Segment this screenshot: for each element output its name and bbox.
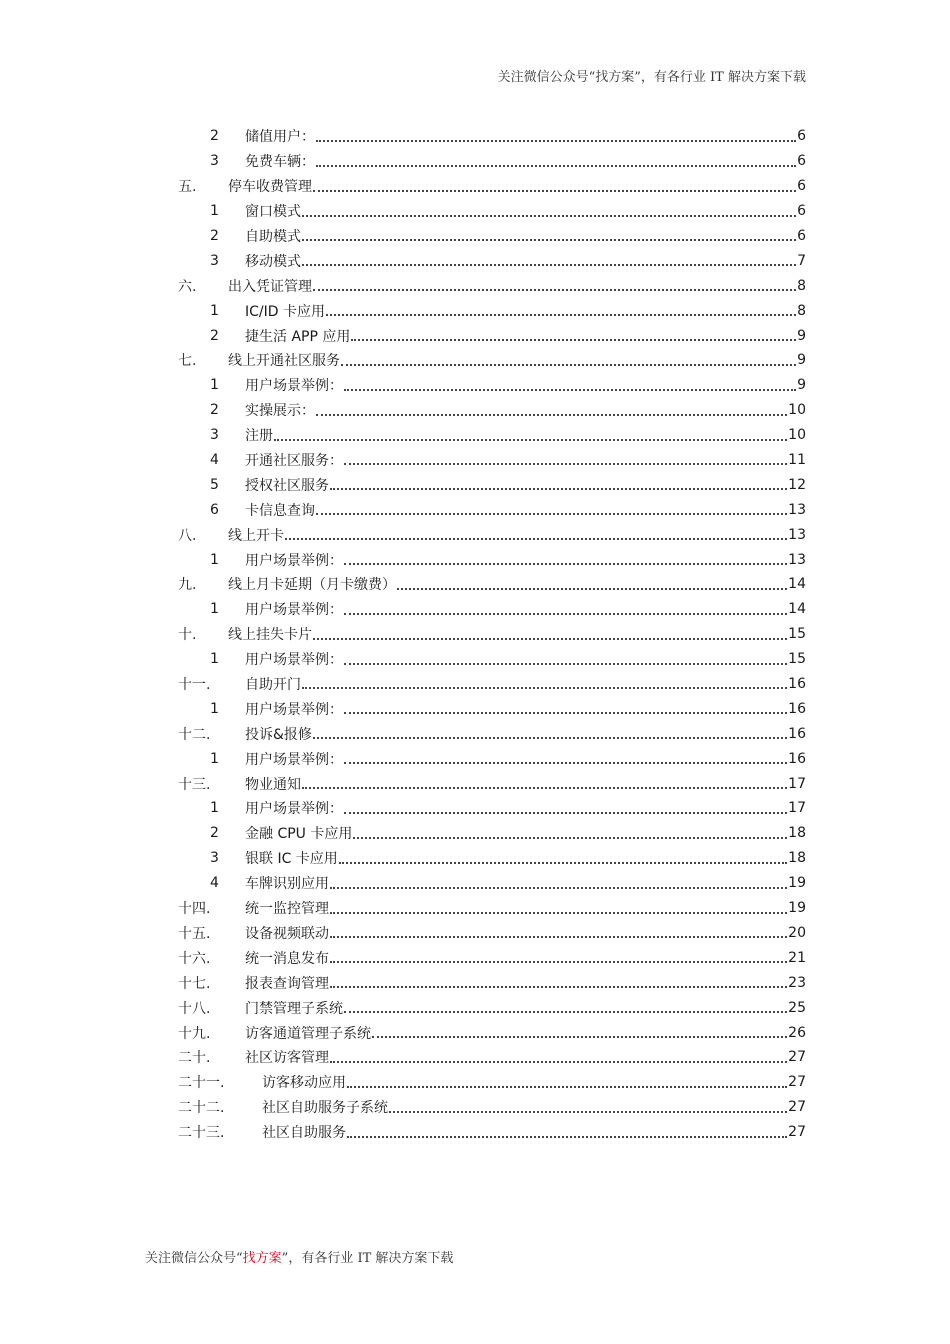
toc-dot-leader — [344, 563, 787, 565]
toc-entry-number: 1 — [210, 750, 219, 767]
toc-entry-number: 九. — [178, 577, 197, 594]
toc-entry-title: 用户场景举例： — [245, 602, 343, 619]
toc-entry[interactable] — [178, 647, 806, 672]
toc-entry-title: 用户场景举例： — [245, 552, 343, 569]
toc-dot-leader — [341, 364, 796, 366]
toc-dot-leader — [330, 986, 787, 988]
toc-entry-number: 十三. — [178, 776, 211, 793]
toc-entry-title: 统一消息发布 — [245, 950, 329, 967]
toc-entry-page: 6 — [797, 153, 806, 170]
toc-entry-number: 2 — [210, 128, 219, 145]
toc-dot-leader — [397, 588, 787, 590]
toc-dot-leader — [302, 787, 787, 789]
toc-entry-page: 27 — [788, 1124, 806, 1141]
toc-entry-number: 十二. — [178, 726, 211, 743]
toc-dot-leader — [313, 737, 787, 739]
toc-entry-title: 报表查询管理 — [245, 975, 329, 992]
toc-entry[interactable] — [178, 522, 806, 547]
footer-suffix: ”，有各行业 IT 解决方案下载 — [281, 1251, 454, 1266]
toc-entry-page: 13 — [788, 501, 806, 518]
toc-dot-leader — [344, 1011, 787, 1013]
toc-entry-title: 门禁管理子系统 — [245, 1000, 343, 1017]
toc-dot-leader — [330, 1061, 787, 1063]
toc-entry-title: 用户场景举例： — [245, 801, 343, 818]
toc-entry-title: 设备视频联动 — [245, 925, 329, 942]
toc-entry-title: 自助模式 — [245, 229, 301, 245]
toc-entry-page: 27 — [788, 1049, 806, 1066]
toc-entry[interactable] — [178, 995, 806, 1020]
toc-entry-number: 十七. — [178, 975, 211, 992]
toc-entry-title: 访客通道管理子系统 — [245, 1025, 371, 1042]
toc-entry-title: 注册 — [245, 428, 273, 445]
toc-entry[interactable] — [178, 298, 806, 323]
table-of-contents — [178, 124, 806, 1145]
toc-dot-leader — [372, 1036, 787, 1038]
toc-entry-number: 6 — [210, 501, 219, 518]
toc-entry-title: 银联 IC 卡应用 — [245, 851, 338, 868]
toc-entry-page: 21 — [788, 949, 806, 966]
toc-entry-title: 授权社区服务 — [245, 477, 329, 494]
toc-entry-number: 2 — [210, 327, 219, 344]
toc-entry-page: 23 — [788, 974, 806, 991]
toc-entry-number: 十六. — [178, 950, 211, 967]
toc-entry[interactable] — [178, 373, 806, 398]
toc-entry[interactable] — [178, 398, 806, 423]
toc-entry-title: 用户场景举例： — [245, 652, 343, 669]
toc-entry-title: 移动模式 — [245, 253, 301, 270]
toc-dot-leader — [353, 837, 787, 839]
toc-entry-page: 9 — [797, 327, 806, 344]
toc-entry[interactable] — [178, 672, 806, 697]
toc-entry-number: 1 — [210, 203, 219, 220]
toc-entry-number: 十一. — [178, 677, 211, 694]
toc-entry-number: 七. — [178, 353, 197, 370]
toc-entry[interactable] — [178, 572, 806, 597]
toc-entry-number: 5 — [210, 476, 219, 493]
toc-entry-page: 27 — [788, 1074, 806, 1091]
toc-entry[interactable] — [178, 1120, 806, 1145]
toc-dot-leader — [330, 936, 787, 938]
toc-entry-title: 实操展示： — [245, 403, 315, 420]
toc-dot-leader — [316, 165, 796, 167]
toc-entry-number: 二十. — [178, 1050, 211, 1067]
toc-entry-page: 27 — [788, 1099, 806, 1116]
toc-entry-title: 用户场景举例： — [245, 701, 343, 718]
toc-entry-page: 12 — [788, 476, 806, 493]
toc-entry-title: 金融 CPU 卡应用 — [245, 826, 353, 843]
toc-entry-title: 用户场景举例： — [245, 751, 343, 768]
toc-entry[interactable] — [178, 348, 806, 373]
toc-entry-title: 线上开通社区服务 — [228, 353, 340, 370]
toc-dot-leader — [347, 1136, 787, 1138]
toc-entry-number: 十八. — [178, 1000, 211, 1017]
toc-entry[interactable] — [178, 871, 806, 896]
toc-entry-page: 20 — [788, 924, 806, 941]
toc-entry-title: 访客移动应用 — [262, 1075, 346, 1092]
toc-entry-title: 物业通知 — [245, 776, 301, 793]
toc-entry-page: 16 — [788, 725, 806, 742]
toc-entry-page: 13 — [788, 526, 806, 543]
toc-entry-number: 二十三. — [178, 1125, 225, 1142]
toc-dot-leader — [316, 414, 787, 416]
toc-entry-title: 储值用户： — [245, 129, 315, 146]
toc-dot-leader — [330, 887, 787, 889]
toc-entry-number: 3 — [210, 153, 219, 170]
toc-entry-title: 卡信息查询 — [245, 502, 315, 519]
toc-entry-title: 社区自助服务子系统 — [262, 1100, 388, 1117]
toc-entry-number: 1 — [210, 651, 219, 668]
toc-entry-number: 1 — [210, 800, 219, 817]
toc-dot-leader — [344, 463, 787, 465]
toc-entry-page: 11 — [788, 452, 806, 469]
toc-entry-title: 自助开门 — [245, 677, 301, 694]
toc-entry-title: 捷生活 APP 应用 — [245, 328, 351, 345]
toc-entry[interactable] — [178, 497, 806, 522]
toc-entry-page: 7 — [797, 252, 806, 269]
toc-entry-number: 3 — [210, 427, 219, 444]
toc-dot-leader — [330, 961, 787, 963]
footer-highlight: 找方案 — [242, 1251, 282, 1266]
toc-entry[interactable] — [178, 721, 806, 746]
toc-entry[interactable] — [178, 821, 806, 846]
toc-entry[interactable] — [178, 1020, 806, 1045]
toc-entry[interactable] — [178, 174, 806, 199]
toc-entry[interactable] — [178, 423, 806, 448]
toc-entry-page: 6 — [797, 178, 806, 195]
toc-entry-number: 十. — [178, 627, 197, 644]
toc-dot-leader — [339, 862, 787, 864]
toc-entry-number: 4 — [210, 875, 219, 892]
toc-entry-number: 五. — [178, 179, 197, 196]
toc-entry[interactable] — [178, 597, 806, 622]
toc-dot-leader — [316, 513, 787, 515]
toc-entry-number: 六. — [178, 278, 197, 295]
toc-entry-page: 17 — [788, 800, 806, 817]
toc-entry-page: 8 — [797, 277, 806, 294]
toc-entry[interactable] — [178, 124, 806, 149]
toc-dot-leader — [316, 140, 796, 142]
toc-dot-leader — [302, 239, 796, 241]
toc-dot-leader — [344, 613, 787, 615]
toc-entry-page: 15 — [788, 651, 806, 668]
toc-entry-page: 16 — [788, 750, 806, 767]
toc-entry-title: 线上挂失卡片 — [228, 627, 312, 644]
toc-entry-number: 1 — [210, 551, 219, 568]
toc-dot-leader — [347, 1086, 787, 1088]
toc-dot-leader — [313, 289, 796, 291]
toc-entry[interactable] — [178, 547, 806, 572]
toc-entry-title: 停车收费管理 — [228, 179, 312, 196]
toc-entry-title: 社区访客管理 — [245, 1050, 329, 1067]
toc-entry-page: 13 — [788, 551, 806, 568]
toc-entry[interactable] — [178, 248, 806, 273]
toc-entry[interactable] — [178, 323, 806, 348]
toc-entry[interactable] — [178, 273, 806, 298]
toc-entry-number: 1 — [210, 700, 219, 717]
footer-prefix: 关注微信公众号“ — [145, 1251, 243, 1266]
toc-entry[interactable] — [178, 796, 806, 821]
toc-entry-page: 18 — [788, 825, 806, 842]
toc-entry-page: 16 — [788, 676, 806, 693]
toc-entry-page: 17 — [788, 775, 806, 792]
page-header: 关注微信公众号“找方案”，有各行业 IT 解决方案下载 — [497, 70, 806, 85]
toc-dot-leader — [344, 389, 796, 391]
toc-entry[interactable] — [178, 970, 806, 995]
toc-entry[interactable] — [178, 846, 806, 871]
toc-dot-leader — [302, 687, 787, 689]
toc-entry-title: 用户场景举例： — [245, 378, 343, 395]
toc-entry[interactable] — [178, 199, 806, 224]
toc-entry-title: 投诉&报修 — [245, 726, 312, 743]
toc-entry-title: 线上开卡 — [228, 527, 284, 544]
toc-entry[interactable] — [178, 224, 806, 249]
toc-entry-title: IC/ID 卡应用 — [245, 303, 325, 320]
toc-entry[interactable] — [178, 149, 806, 174]
toc-entry-title: 免费车辆： — [245, 154, 315, 171]
toc-entry[interactable] — [178, 771, 806, 796]
toc-dot-leader — [344, 712, 787, 714]
toc-entry-number: 2 — [210, 228, 219, 244]
toc-entry-page: 14 — [788, 576, 806, 593]
toc-entry-title: 线上月卡延期（月卡缴费） — [228, 577, 396, 594]
toc-entry-number: 3 — [210, 252, 219, 269]
toc-entry-page: 10 — [788, 427, 806, 444]
toc-entry-number: 十四. — [178, 901, 211, 918]
toc-dot-leader — [274, 439, 787, 441]
toc-entry[interactable] — [178, 1070, 806, 1095]
toc-dot-leader — [302, 264, 796, 266]
toc-entry-number: 4 — [210, 452, 219, 469]
toc-entry[interactable] — [178, 1045, 806, 1070]
toc-entry[interactable] — [178, 696, 806, 721]
toc-entry[interactable] — [178, 622, 806, 647]
toc-dot-leader — [330, 912, 787, 914]
toc-entry-page: 9 — [797, 377, 806, 394]
toc-entry-page: 19 — [788, 875, 806, 892]
toc-entry[interactable] — [178, 945, 806, 970]
toc-entry-title: 开通社区服务： — [245, 453, 343, 470]
toc-dot-leader — [351, 339, 796, 341]
toc-entry[interactable] — [178, 746, 806, 771]
toc-entry-page: 10 — [788, 402, 806, 419]
toc-entry-number: 1 — [210, 601, 219, 618]
toc-dot-leader — [344, 663, 787, 665]
toc-entry-title: 统一监控管理 — [245, 901, 329, 918]
toc-entry-number: 1 — [210, 302, 219, 319]
toc-dot-leader — [344, 812, 787, 814]
toc-dot-leader — [313, 638, 787, 640]
toc-entry-title: 社区自助服务 — [262, 1125, 346, 1142]
toc-entry-page: 16 — [788, 700, 806, 717]
toc-entry-number: 八. — [178, 527, 197, 544]
toc-entry[interactable] — [178, 896, 806, 921]
toc-entry-page: 6 — [797, 203, 806, 220]
toc-entry[interactable] — [178, 921, 806, 946]
toc-entry-page: 9 — [797, 352, 806, 369]
toc-entry-number: 3 — [210, 850, 219, 867]
page-footer — [145, 1247, 453, 1266]
toc-dot-leader — [285, 538, 787, 540]
toc-entry[interactable] — [178, 472, 806, 497]
toc-entry-page: 19 — [788, 900, 806, 917]
toc-entry-number: 二十一. — [178, 1075, 225, 1092]
toc-entry-page: 14 — [788, 601, 806, 618]
toc-dot-leader — [330, 488, 787, 490]
toc-entry-page: 8 — [797, 302, 806, 319]
toc-entry-number: 十五. — [178, 925, 211, 942]
toc-entry-number: 1 — [210, 377, 219, 394]
toc-dot-leader — [302, 215, 796, 217]
toc-entry-page: 15 — [788, 626, 806, 643]
toc-entry-title: 窗口模式 — [245, 204, 301, 221]
toc-entry[interactable] — [178, 448, 806, 473]
toc-dot-leader — [389, 1111, 787, 1113]
toc-entry-page: 25 — [788, 999, 806, 1016]
toc-dot-leader — [313, 190, 796, 192]
toc-entry-page: 6 — [797, 228, 806, 244]
toc-entry-number: 2 — [210, 402, 219, 419]
toc-entry-number: 十九. — [178, 1025, 211, 1042]
toc-entry-number: 二十二. — [178, 1100, 225, 1117]
toc-entry-page: 18 — [788, 850, 806, 867]
toc-entry-page: 26 — [788, 1024, 806, 1041]
toc-dot-leader — [344, 762, 787, 764]
toc-entry-title: 出入凭证管理 — [228, 278, 312, 295]
toc-entry-title: 车牌识别应用 — [245, 876, 329, 893]
toc-entry-page: 6 — [797, 128, 806, 145]
toc-entry-number: 2 — [210, 825, 219, 842]
toc-entry[interactable] — [178, 1095, 806, 1120]
toc-dot-leader — [326, 314, 796, 316]
